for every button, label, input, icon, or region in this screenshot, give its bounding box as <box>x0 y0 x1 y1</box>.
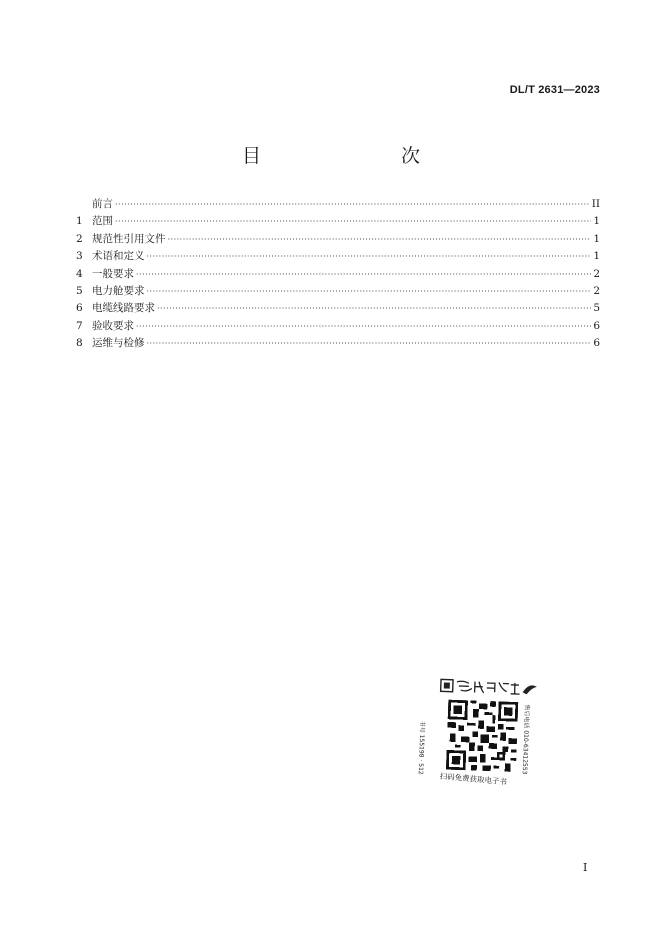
toc-entry-page: 2 <box>593 284 600 297</box>
toc-entry-number: 1 <box>76 215 83 228</box>
qr-code-icon[interactable] <box>446 700 518 772</box>
toc-leader-dots <box>147 287 592 296</box>
toc-entry-label: 规范性引用文件 <box>92 232 166 245</box>
toc-leader-dots <box>157 304 591 313</box>
toc-entry-number: 6 <box>76 302 83 315</box>
toc-leader-dots <box>115 200 590 209</box>
toc-entry-number: 8 <box>76 337 83 350</box>
toc-entry[interactable] <box>76 196 600 213</box>
toc-entry-label: 一般要求 <box>92 267 134 280</box>
toc-entry-page: 6 <box>593 319 600 332</box>
toc-leader-dots <box>136 322 591 331</box>
standard-code: DL/T 2631—2023 <box>509 84 600 96</box>
page-number: I <box>583 861 588 874</box>
toc-entry-number: 7 <box>76 319 83 332</box>
toc-entry-number: 5 <box>76 284 83 297</box>
qr-caption: 扫码免费获取电子书 <box>439 771 508 787</box>
toc-entry-label: 电缆线路要求 <box>92 302 155 315</box>
toc-entry-label: 范围 <box>92 215 113 228</box>
toc-entry-page: II <box>591 198 600 210</box>
toc-leader-dots <box>147 339 592 348</box>
toc-entry-page: 1 <box>593 215 600 228</box>
toc-leader-dots <box>168 235 592 244</box>
toc-entry[interactable] <box>76 283 600 300</box>
toc-entry-label: 运维与检修 <box>92 337 145 350</box>
qr-side-text-right: 售后电话 010-63412553 <box>520 704 531 775</box>
toc-entry-page: 1 <box>593 232 600 245</box>
toc-entry-page: 5 <box>593 302 600 315</box>
qr-sticker <box>416 677 543 801</box>
toc-leader-dots <box>136 270 591 279</box>
toc-entry-label: 电力舱要求 <box>92 284 145 297</box>
toc-entry-number: 2 <box>76 232 83 245</box>
toc-entry[interactable] <box>76 248 600 265</box>
toc-entry-page: 2 <box>593 267 600 280</box>
toc-entry-label: 前言 <box>92 198 113 210</box>
toc-entry[interactable] <box>76 266 600 283</box>
toc-entry[interactable] <box>76 335 600 352</box>
toc-entry-label: 验收要求 <box>92 319 134 332</box>
toc-leader-dots <box>147 252 592 261</box>
table-of-contents <box>76 196 600 353</box>
qr-side-text-left: 书号 155198 · 512 <box>416 720 426 775</box>
toc-entry-label: 术语和定义 <box>92 250 145 263</box>
toc-entry[interactable] <box>76 300 600 317</box>
toc-entry-page: 1 <box>593 250 600 263</box>
publisher-logo-icon <box>438 677 539 698</box>
toc-entry[interactable] <box>76 318 600 335</box>
toc-entry-page: 6 <box>593 337 600 350</box>
toc-leader-dots <box>115 217 591 226</box>
page-title: 目 次 <box>241 145 454 167</box>
toc-entry-number: 3 <box>76 250 83 263</box>
toc-entry[interactable] <box>76 231 600 248</box>
toc-entry-number: 4 <box>76 267 83 280</box>
toc-entry[interactable] <box>76 213 600 230</box>
